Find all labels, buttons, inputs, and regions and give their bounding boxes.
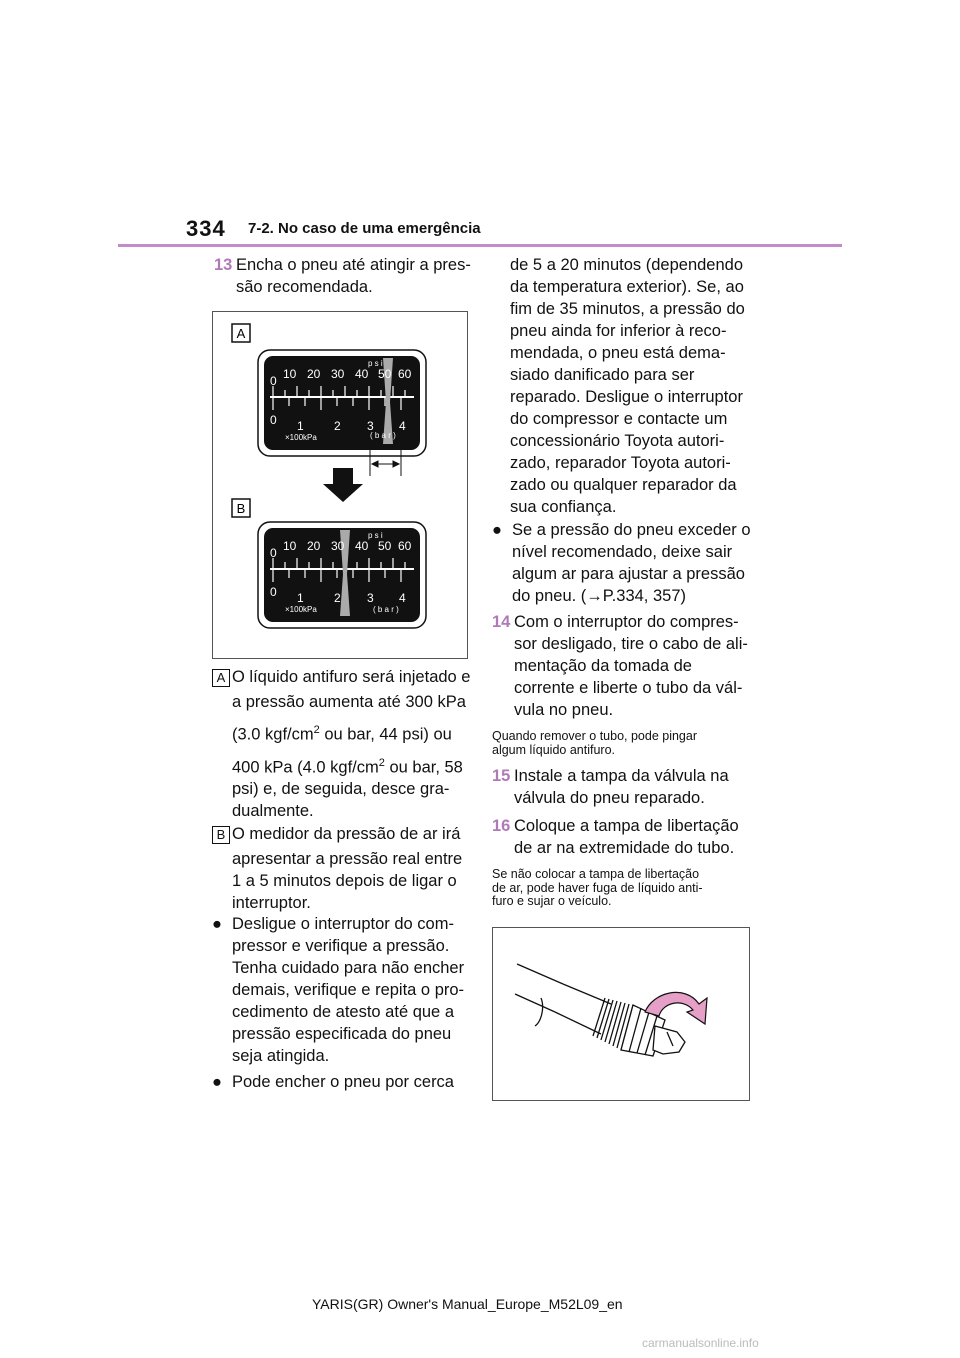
step-13-line-2: são recomendada. [236, 278, 373, 296]
bar-tick-4: 4 [399, 419, 406, 433]
kpa-unit-b: ×100kPa [285, 605, 317, 614]
down-arrow-icon [323, 468, 363, 502]
psi-tick-60-b: 60 [398, 539, 412, 553]
valve-cap-figure [492, 927, 750, 1101]
bar-tick-4-b: 4 [399, 591, 406, 605]
label-a-line-6: dualmente. [232, 802, 314, 820]
bullet-1 [212, 913, 474, 1067]
psi-tick-10-b: 10 [283, 539, 297, 553]
cont-line-5: mendada, o pneu está dema- [510, 344, 726, 362]
label-a-box: A [212, 669, 230, 687]
cont-line-10: zado, reparador Toyota autori- [510, 454, 731, 472]
bullet-1-line-3: Tenha cuidado para não encher [232, 959, 465, 977]
bar-tick-0: 0 [270, 413, 277, 427]
step-number: 13 [214, 256, 233, 274]
bar-unit: ( b a r ) [370, 431, 396, 440]
step-number: 16 [492, 817, 511, 835]
page-number: 334 [186, 216, 226, 241]
bar-tick-2: 2 [334, 419, 341, 433]
label-a-line-4 [212, 752, 474, 779]
label-b-box: B [212, 826, 230, 844]
label-a-line-3-post: ou bar, 44 psi) ou [319, 725, 452, 744]
cont-line-9: concessionário Toyota autori- [510, 432, 725, 450]
bullet-3 [492, 519, 760, 607]
step-14-line-1: Com o interruptor do compres- [514, 613, 739, 631]
label-a-line-5: psi) e, de seguida, desce gra- [232, 780, 450, 798]
bar-tick-3-b: 3 [367, 591, 374, 605]
step-14 [492, 611, 760, 721]
psi-tick-50: 50 [378, 367, 392, 381]
label-b-line-2: apresentar a pressão real entre [232, 850, 463, 868]
step-16 [492, 815, 760, 859]
psi-tick-0-b: 0 [270, 546, 277, 560]
step-15 [492, 765, 760, 809]
psi-tick-40: 40 [355, 367, 369, 381]
psi-tick-30: 30 [331, 367, 345, 381]
psi-tick-60: 60 [398, 367, 412, 381]
step-14-line-5: vula no pneu. [514, 701, 614, 719]
psi-tick-30-b: 30 [331, 539, 345, 553]
label-b-line-1: O medidor da pressão de ar irá [232, 825, 461, 843]
bar-tick-2-b: 2 [334, 591, 341, 605]
cont-line-4: pneu ainda for inferior à reco- [510, 322, 727, 340]
bullet-1-line-4: demais, verifique e repita o pro- [232, 981, 465, 999]
gauge-b [258, 522, 426, 628]
cont-line-7: reparado. Desligue o interruptor [510, 388, 743, 406]
step-14-line-4: corrente e liberte o tubo da vál- [514, 679, 743, 697]
bullet-3-line-3: algum ar para ajustar a pressão [512, 565, 745, 583]
bullet-1-line-6: pressão especificada do pneu [232, 1025, 452, 1043]
psi-tick-50-b: 50 [378, 539, 392, 553]
gauge-figure [212, 311, 468, 659]
psi-unit: p s i [368, 359, 383, 368]
bar-tick-3: 3 [367, 419, 374, 433]
watermark: carmanualsonline.info [642, 1336, 759, 1350]
bar-tick-1: 1 [297, 419, 304, 433]
label-a-description [212, 666, 474, 822]
label-b-line-4: interruptor. [232, 894, 311, 912]
figure-label-a: A [236, 326, 246, 341]
bullet-3-line-1: Se a pressão do pneu exceder o [512, 521, 751, 539]
bullet-3-line-4: do pneu. (→P.334, 357) [512, 587, 686, 605]
superscript: 2 [378, 756, 385, 769]
label-b-line-3: 1 a 5 minutos depois de ligar o [232, 872, 457, 890]
bullet-2 [212, 1071, 474, 1093]
note-16-line-2: de ar, pode haver fuga de líquido anti- [492, 880, 703, 895]
step-number: 15 [492, 767, 511, 785]
cont-line-6: siado danificado para ser [510, 366, 695, 384]
label-b-description [212, 823, 474, 914]
step-16-line-1: Coloque a tampa de libertação [514, 817, 739, 835]
bullet-1-line-1: Desligue o interruptor do com- [232, 915, 454, 933]
cont-line-2: da temperatura exterior). Se, ao [510, 278, 744, 296]
bullet-dot: ● [212, 1073, 222, 1091]
footer-manual-id: YARIS(GR) Owner's Manual_Europe_M52L09_en [312, 1296, 623, 1312]
step-14-line-2: sor desligado, tire o cabo de ali- [514, 635, 748, 653]
label-a-line-3 [212, 719, 474, 746]
step-13 [214, 254, 474, 298]
step-13-line-1: Encha o pneu até atingir a pres- [236, 256, 471, 274]
gauge-a [258, 350, 426, 456]
bullet-1-line-5: cedimento de atesto até que a [232, 1003, 454, 1021]
valve-cap-illustration [493, 928, 749, 1100]
bullet-dot: ● [492, 521, 502, 539]
cont-line-11: zado ou qualquer reparador da [510, 476, 737, 494]
label-a-line-1: O líquido antifuro será injetado e [232, 668, 471, 686]
step-15-line-1: Instale a tampa da válvula na [514, 767, 729, 785]
note-14-line-1: Quando remover o tubo, pode pingar [492, 729, 697, 743]
step-number: 14 [492, 613, 511, 631]
bullet-2-line-1: Pode encher o pneu por cerca [232, 1073, 454, 1091]
psi-tick-0: 0 [270, 374, 277, 388]
header-rule [118, 244, 842, 247]
gauge-illustration [213, 312, 467, 658]
bar-tick-0-b: 0 [270, 585, 277, 599]
step-16-line-2: de ar na extremidade do tubo. [514, 839, 735, 857]
cont-line-3: fim de 35 minutos, a pressão do [510, 300, 745, 318]
bar-tick-1-b: 1 [297, 591, 304, 605]
note-16-line-1: Se não colocar a tampa de libertação [492, 867, 700, 881]
cont-line-8: do compressor e contacte um [510, 410, 728, 428]
note-14-line-2: algum líquido antifuro. [492, 742, 615, 757]
label-a-line-2: a pressão aumenta até 300 kPa [232, 693, 466, 711]
note-16-line-3: furo e sujar o veículo. [492, 894, 612, 908]
cont-line-12: sua confiança. [510, 498, 617, 516]
cont-line-1: de 5 a 20 minutos (dependendo [510, 256, 744, 274]
note-14 [492, 730, 760, 757]
step-15-line-2: válvula do pneu reparado. [514, 789, 705, 807]
note-16 [492, 868, 760, 909]
label-a-line-3-pre: (3.0 kgf/cm [232, 725, 314, 744]
psi-tick-20-b: 20 [307, 539, 321, 553]
bar-unit-b: ( b a r ) [373, 605, 399, 614]
psi-tick-40-b: 40 [355, 539, 369, 553]
step-14-line-3: mentação da tomada de [514, 657, 692, 675]
psi-tick-20: 20 [307, 367, 321, 381]
bullet-1-line-7: seja atingida. [232, 1047, 330, 1065]
bullet-dot: ● [212, 915, 222, 933]
superscript: 2 [313, 724, 320, 736]
bullet-1-line-2: pressor e verifique a pressão. [232, 937, 450, 955]
psi-tick-10: 10 [283, 367, 297, 381]
figure-label-b: B [236, 501, 246, 516]
right-column-continuation [510, 254, 760, 518]
kpa-unit: ×100kPa [285, 433, 317, 442]
psi-unit-b: p s i [368, 531, 383, 540]
label-a-line-4-pre: 400 kPa (4.0 kgf/cm [232, 758, 379, 776]
label-a-line-4-post: ou bar, 58 [384, 758, 463, 776]
bullet-3-line-2: nível recomendado, deixe sair [512, 543, 733, 561]
section-title: 7-2. No caso de uma emergência [248, 220, 481, 237]
